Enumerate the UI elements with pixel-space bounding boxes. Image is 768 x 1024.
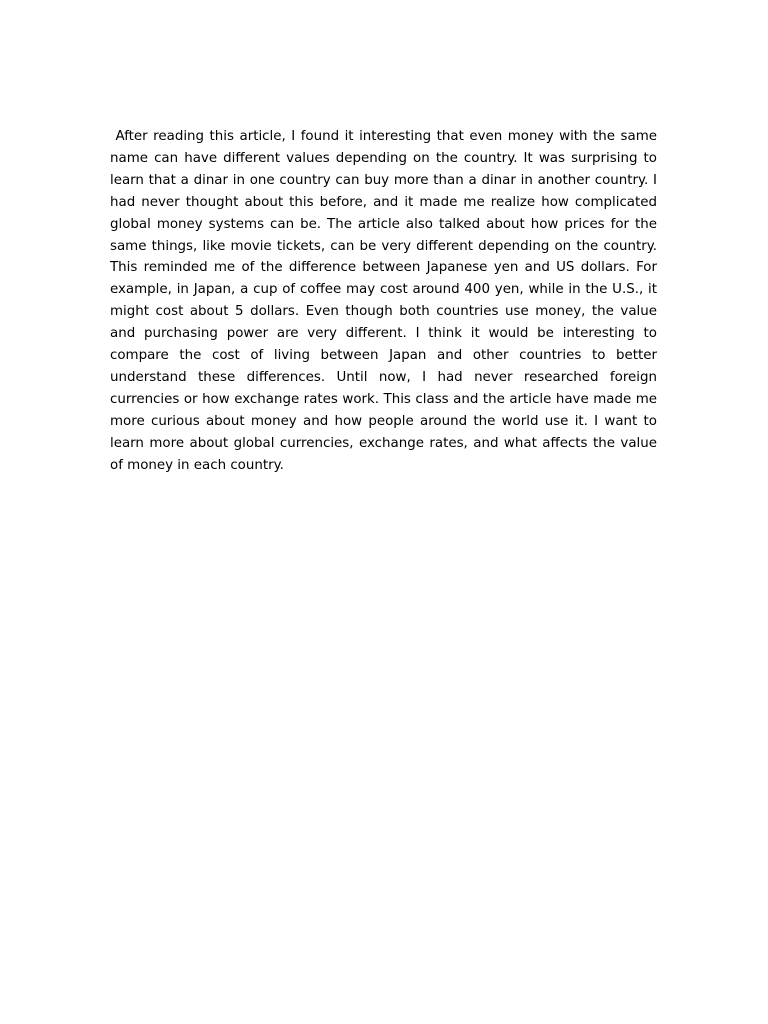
body-paragraph: After reading this article, I found it interesting that even money with the same name can have different values depending on the country. It was surprising to learn that a dinar in one country can buy more than a dinar in another country. I had never thought about this before, and it made me realize how complicated global money systems can be. The article also talked about how prices for the same things, like movie tickets, can be very different depending on the country. This reminded me of the difference between Japanese yen and US dollars. For example, in Japan, a cup of coffee may cost around 400 yen, while in the U.S., it might cost about 5 dollars. Even though both countries use money, the value and purchasing power are very different. I think it would be interesting to compare the cost of living between Japan and other countries to better understand these differences. Until now, I had never researched foreign currencies or how exchange rates work. This class and the article have made me more curious about money and how people around the world use it. I want to learn more about global currencies, exchange rates, and what affects the value of money in each country. [110,129,662,473]
